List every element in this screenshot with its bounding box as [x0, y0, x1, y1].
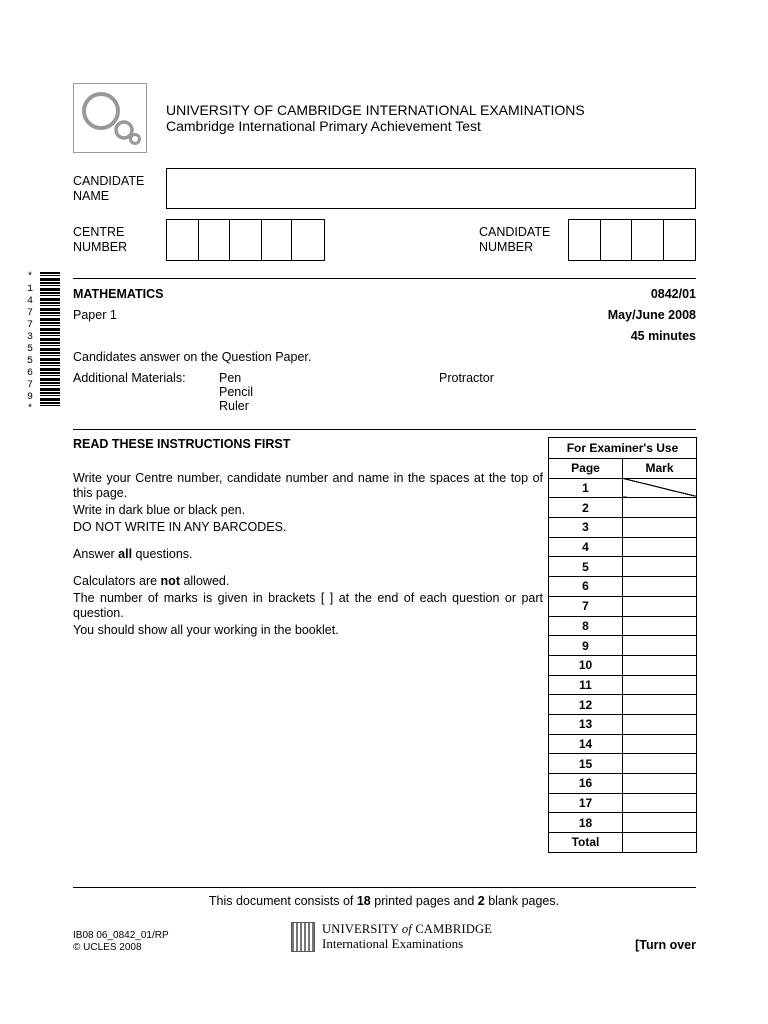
table-row: [549, 793, 697, 813]
footer-ref: [73, 930, 169, 954]
mark-cell[interactable]: [623, 537, 697, 557]
page-cell: 4: [549, 537, 623, 557]
table-row: [549, 596, 697, 616]
candidate-name-field[interactable]: [166, 168, 696, 209]
mark-cell[interactable]: [623, 557, 697, 577]
text: questions.: [132, 547, 193, 561]
candidate-number-label: [479, 225, 550, 255]
candidate-name-label: [73, 174, 144, 204]
divider: [73, 278, 696, 279]
instruction-line: [73, 547, 543, 562]
instruction-line: Write your Centre number, candidate number and name in the spaces at the top of this page.: [73, 471, 543, 500]
instruction-line: DO NOT WRITE IN ANY BARCODES.: [73, 520, 287, 534]
table-row: [549, 478, 697, 498]
session: May/June 2008: [607, 308, 696, 322]
answer-note: Candidates answer on the Question Paper.: [73, 350, 312, 364]
materials-list: [219, 371, 253, 413]
table-row: [549, 557, 697, 577]
table-row: [549, 577, 697, 597]
examiner-table: [548, 437, 697, 853]
material-item: Ruler: [219, 399, 249, 413]
org-name: International Examinations: [322, 936, 464, 951]
barcode: [40, 272, 60, 408]
materials-label: Additional Materials:: [73, 371, 186, 385]
mark-cell[interactable]: [623, 754, 697, 774]
text: CAMBRIDGE: [415, 922, 493, 936]
page-cell: 5: [549, 557, 623, 577]
page-cell: 7: [549, 596, 623, 616]
examiner-table-body: [549, 438, 697, 853]
instruction-line: [73, 574, 543, 589]
centre-number-label: [73, 225, 127, 255]
instruction-line: Write in dark blue or black pen.: [73, 503, 246, 517]
page-cell: 9: [549, 636, 623, 656]
emphasis: all: [118, 547, 133, 561]
table-row: [549, 714, 697, 734]
digit-cell[interactable]: [230, 220, 262, 260]
page-cell: 16: [549, 774, 623, 794]
digit-cell[interactable]: [569, 220, 601, 260]
page-cell: Total: [549, 833, 623, 853]
page-cell: 18: [549, 813, 623, 833]
board-title: UNIVERSITY OF CAMBRIDGE INTERNATIONAL EXAMINATIONS: [166, 102, 585, 118]
duration: 45 minutes: [630, 329, 696, 343]
material-item: Pencil: [219, 385, 254, 399]
barcode-number: [24, 272, 36, 416]
label-line: CENTRE: [73, 225, 125, 239]
text: This document consists of: [208, 894, 357, 908]
table-header-row: [549, 459, 697, 479]
table-row: [549, 675, 697, 695]
text: blank pages.: [484, 894, 560, 908]
mark-cell[interactable]: [623, 616, 697, 636]
emphasis: not: [160, 574, 180, 588]
label-line: CANDIDATE: [479, 225, 551, 239]
test-name: Cambridge International Primary Achievement Test: [166, 118, 481, 134]
mark-cell[interactable]: [623, 714, 697, 734]
text: Calculators are: [73, 574, 161, 588]
table-row: [549, 616, 697, 636]
text: of: [401, 922, 412, 936]
material-protractor: Protractor: [439, 371, 494, 385]
university-name: [322, 922, 492, 937]
digit-cell[interactable]: [167, 220, 199, 260]
col-header-page: Page: [549, 459, 623, 479]
instructions-heading: READ THESE INSTRUCTIONS FIRST: [73, 437, 291, 451]
paper-number: Paper 1: [73, 308, 117, 322]
exam-logo: [73, 83, 147, 153]
digit-cell[interactable]: [601, 220, 633, 260]
page-cell: 17: [549, 793, 623, 813]
page-count: [0, 894, 768, 908]
mark-cell[interactable]: [623, 636, 697, 656]
table-row: [549, 498, 697, 518]
table-row: [549, 734, 697, 754]
digit-cell[interactable]: [632, 220, 664, 260]
instruction-line: The number of marks is given in brackets [ ] at the end of each question or part question.: [73, 591, 543, 620]
table-row: [549, 774, 697, 794]
mark-cell[interactable]: [623, 498, 697, 518]
digit-cell[interactable]: [292, 220, 324, 260]
barcode-digits: * 1 4 7 7 3 5 5 6 7 9 *: [26, 272, 33, 415]
reference: IB08 06_0842_01/RP: [73, 930, 169, 941]
mark-cell[interactable]: [623, 518, 697, 538]
page-cell: 14: [549, 734, 623, 754]
label-line: NAME: [73, 189, 110, 203]
divider: [73, 887, 696, 888]
table-row: [549, 833, 697, 853]
digit-cell[interactable]: [199, 220, 231, 260]
table-row: [549, 695, 697, 715]
page-cell: 8: [549, 616, 623, 636]
subject: MATHEMATICS: [73, 287, 164, 301]
paper-code: 0842/01: [650, 287, 696, 301]
text: printed pages and: [370, 894, 478, 908]
printed-pages: 18: [356, 894, 371, 908]
text: allowed.: [179, 574, 230, 588]
text: UNIVERSITY: [322, 922, 399, 936]
table-title-row: [549, 438, 697, 459]
turn-over: [Turn over: [635, 938, 696, 952]
table-row: [549, 537, 697, 557]
mark-cell[interactable]: [623, 793, 697, 813]
material-item: Pen: [219, 371, 242, 385]
mark-cell[interactable]: [623, 675, 697, 695]
digit-cell[interactable]: [664, 220, 695, 260]
table-row: [549, 754, 697, 774]
col-header-mark: Mark: [623, 459, 697, 479]
page-cell: 6: [549, 577, 623, 597]
table-row: [549, 655, 697, 675]
mark-cell[interactable]: [623, 695, 697, 715]
candidate-number-field[interactable]: [568, 219, 696, 261]
page-cell: 12: [549, 695, 623, 715]
page-cell: 2: [549, 498, 623, 518]
divider: [73, 429, 696, 430]
table-row: [549, 518, 697, 538]
page-cell: 1: [549, 478, 623, 498]
page-cell: 15: [549, 754, 623, 774]
table-row: [549, 813, 697, 833]
centre-number-field[interactable]: [166, 219, 325, 261]
digit-cell[interactable]: [262, 220, 293, 260]
mark-cell-disabled: [623, 478, 697, 498]
mark-cell[interactable]: [623, 833, 697, 853]
label-line: NUMBER: [479, 240, 534, 254]
mark-cell[interactable]: [623, 577, 697, 597]
table-row: [549, 636, 697, 656]
instruction-line: You should show all your working in the booklet.: [73, 623, 339, 637]
table-title: For Examiner's Use: [549, 438, 697, 459]
blank-pages: 2: [477, 894, 485, 908]
page-cell: 3: [549, 518, 623, 538]
label-line: NUMBER: [73, 240, 128, 254]
mark-cell[interactable]: [623, 813, 697, 833]
page-cell: 10: [549, 655, 623, 675]
copyright: © UCLES 2008: [73, 942, 142, 953]
university-crest-icon: [291, 922, 315, 952]
page-cell: 11: [549, 675, 623, 695]
text: Answer: [73, 547, 119, 561]
mark-cell[interactable]: [623, 655, 697, 675]
mark-cell[interactable]: [623, 596, 697, 616]
instructions-body: [73, 471, 543, 638]
mark-cell[interactable]: [623, 774, 697, 794]
page-cell: 13: [549, 714, 623, 734]
logo-circles-icon: [74, 84, 146, 152]
label-line: CANDIDATE: [73, 174, 145, 188]
mark-cell[interactable]: [623, 734, 697, 754]
